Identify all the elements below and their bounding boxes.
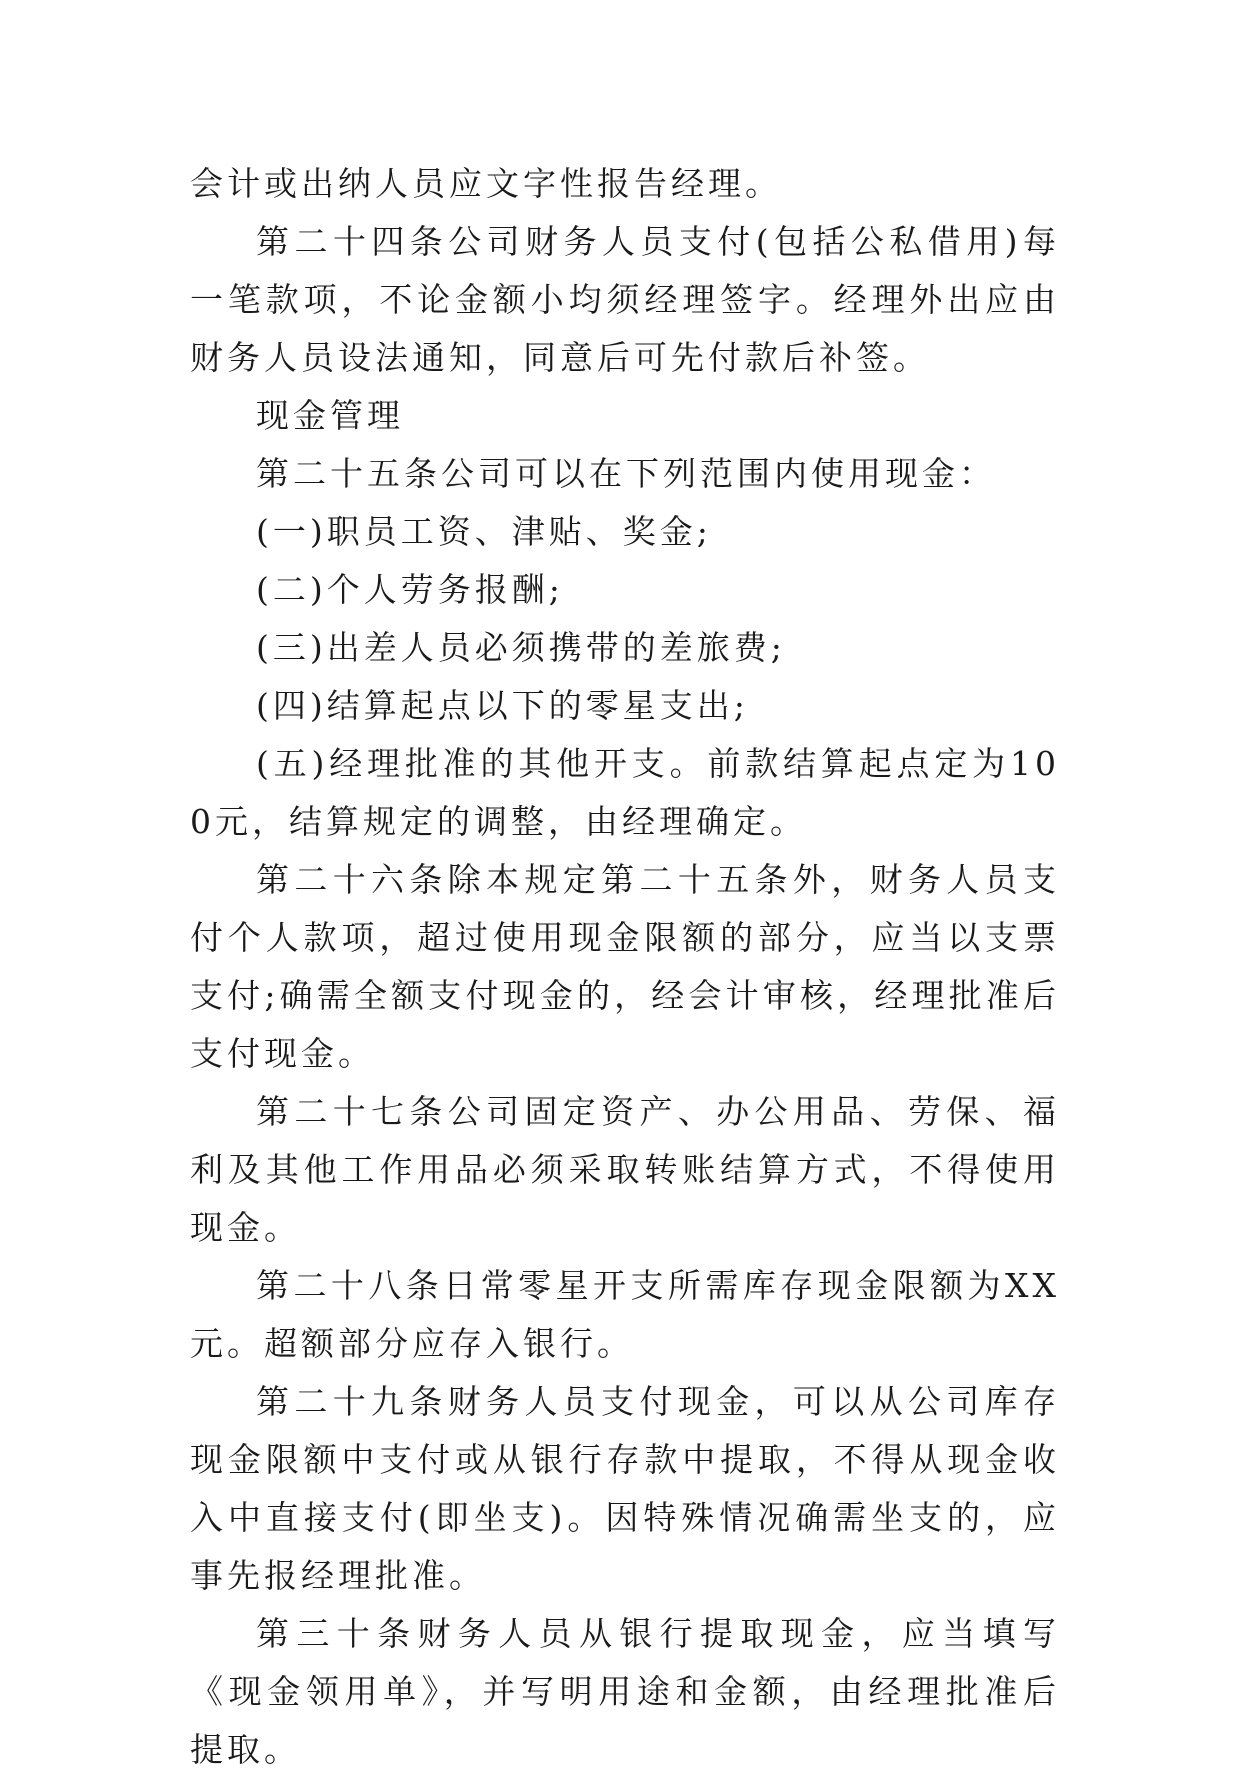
list-item-5: (五)经理批准的其他开支。前款结算起点定为100元，结算规定的调整，由经理确定。 [190, 744, 1060, 841]
list-item-2: (二)个人劳务报酬; [256, 570, 564, 609]
paragraph-article-25: 第二十五条公司可以在下列范围内使用现金： [256, 454, 996, 493]
paragraph-article-26: 第二十六条除本规定第二十五条外，财务人员支付个人款项，超过使用现金限额的部分，应当以支票支付;确需全额支付现金的，经会计审核，经理批准后支付现金。 [190, 860, 1060, 1073]
list-item-3: (三)出差人员必须携带的差旅费; [256, 628, 786, 667]
paragraph-article-24: 第二十四条公司财务人员支付(包括公私借用)每一笔款项，不论金额小均须经理签字。经理外出应由财务人员设法通知，同意后可先付款后补签。 [190, 222, 1060, 377]
list-item-4: (四)结算起点以下的零星支出; [256, 686, 749, 725]
paragraph-article-28: 第二十八条日常零星开支所需库存现金限额为XX元。超额部分应存入银行。 [190, 1266, 1060, 1363]
paragraph-article-29: 第二十九条财务人员支付现金，可以从公司库存现金限额中支付或从银行存款中提取，不得从现金收入中直接支付(即坐支)。因特殊情况确需坐支的，应事先报经理批准。 [190, 1382, 1060, 1595]
document-body [190, 155, 1060, 1779]
paragraph-article-30: 第三十条财务人员从银行提取现金，应当填写《现金领用单》，并写明用途和金额，由经理批准后提取。 [190, 1614, 1060, 1769]
paragraph-article-27: 第二十七条公司固定资产、办公用品、劳保、福利及其他工作用品必须采取转账结算方式，不得使用现金。 [190, 1092, 1060, 1247]
paragraph-continuation: 会计或出纳人员应文字性报告经理。 [190, 164, 782, 203]
section-heading-cash-management: 现金管理 [256, 396, 404, 435]
list-item-1: (一)职员工资、津贴、奖金; [256, 512, 712, 551]
